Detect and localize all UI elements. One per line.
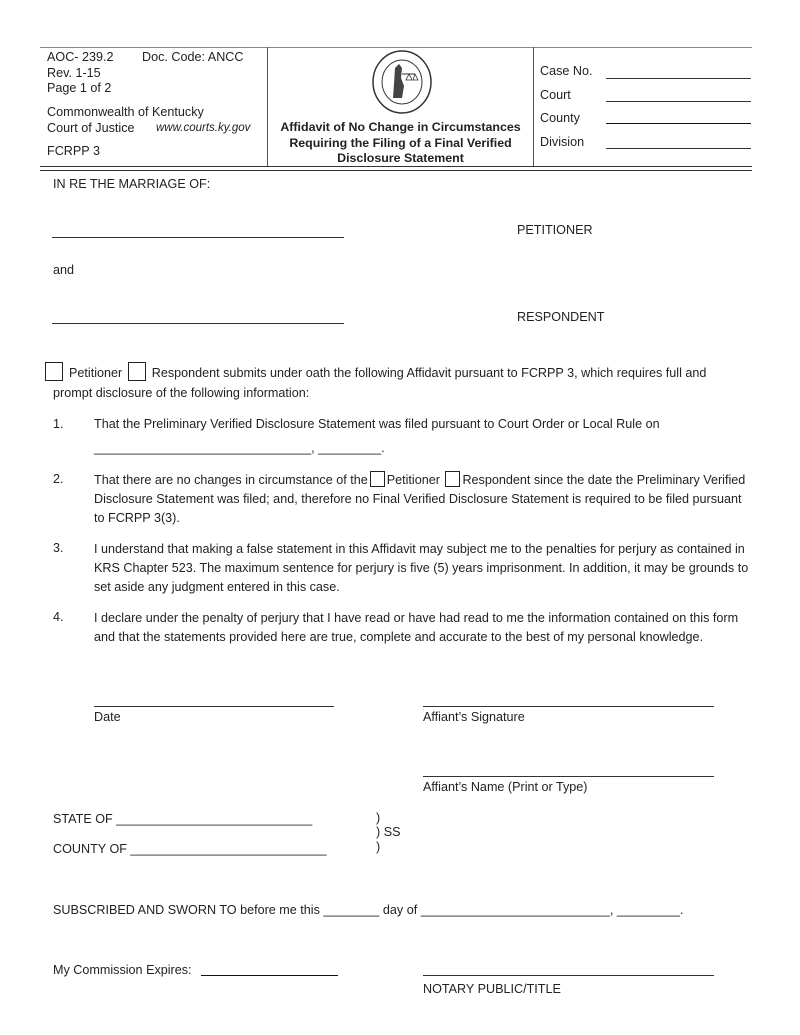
county-of-field[interactable]: COUNTY OF ____________________________ [53, 842, 327, 856]
case-no-field[interactable] [606, 78, 751, 79]
form-title: Requiring the Filing of a Final Verified [289, 136, 512, 150]
county-field[interactable] [606, 123, 751, 124]
county-label: County [540, 111, 580, 125]
court-of-justice: Court of Justice [47, 121, 135, 135]
ss-label: ) SS [376, 825, 401, 839]
paren: ) [376, 840, 381, 854]
date-label: Date [94, 710, 121, 724]
item-3-text: I understand that making a false statement in this Affidavit may subject me to the penalties for perjury as contained in KRS Chapter 523. The maximum sentence for perjury is five (5) years imprisonment. In addition, it may be grounds to set aside any judgment entered in this case. [94, 542, 749, 594]
rule-reference: FCRPP 3 [47, 144, 100, 158]
website-link[interactable]: www.courts.ky.gov [156, 122, 251, 134]
case-no-label: Case No. [540, 64, 593, 78]
doc-code: Doc. Code: ANCC [142, 50, 244, 64]
form-title: Disclosure Statement [337, 151, 464, 165]
item-2-petitioner-checkbox[interactable] [370, 471, 385, 487]
commission-expires-field[interactable] [201, 975, 338, 976]
page-number: Page 1 of 2 [47, 81, 112, 95]
item-1-date-field[interactable]: _______________________________, _________. [94, 441, 385, 455]
affiant-name-field[interactable] [423, 776, 714, 777]
notary-signature-field[interactable] [423, 975, 714, 976]
item-number: 4. [53, 610, 64, 624]
and-label: and [53, 263, 75, 277]
subscribed-sworn-line[interactable]: SUBSCRIBED AND SWORN TO before me this ________ day of ___________________________, _________. [53, 903, 684, 917]
petitioner-name-field[interactable] [52, 237, 344, 238]
court-seal-icon [371, 50, 433, 114]
date-field[interactable] [94, 706, 334, 707]
respondent-label: RESPONDENT [517, 310, 605, 324]
division-field[interactable] [606, 148, 751, 149]
header-rule [40, 166, 752, 167]
affiant-signature-field[interactable] [423, 706, 714, 707]
court-field[interactable] [606, 101, 751, 102]
intro-text: submits under oath the following Affidavit pursuant to FCRPP 3, which requires full and [219, 366, 707, 380]
respondent-option: Respondent [151, 366, 220, 380]
affiant-signature-label: Affiant’s Signature [423, 710, 525, 724]
notary-title-label: NOTARY PUBLIC/TITLE [423, 982, 561, 996]
in-re-label: IN RE THE MARRIAGE OF: [53, 177, 211, 191]
header-rule [40, 170, 752, 171]
division-label: Division [540, 135, 585, 149]
item-number: 1. [53, 417, 64, 431]
revision: Rev. 1-15 [47, 66, 101, 80]
item-2-text: That there are no changes in circumstance of the Petitioner Respondent since the date the Preliminary Verified Disclosure Statement was filed; and, therefore no Final Verified Disclosure Statement is required to be filed pursuant to FCRPP 3(3). [94, 473, 746, 525]
respondent-checkbox[interactable] [128, 362, 146, 381]
petitioner-label: PETITIONER [517, 223, 593, 237]
item-2-respondent-checkbox[interactable] [445, 471, 460, 487]
header-top-rule [40, 47, 752, 48]
item-1-text: That the Preliminary Verified Disclosure Statement was filed pursuant to Court Order or Local Rule on [94, 417, 660, 431]
intro-text: prompt disclosure of the following information: [53, 386, 310, 400]
intro-line [45, 362, 706, 381]
item-4-text: I declare under the penalty of perjury that I have read or have had read to me the information contained on this form and that the statements provided here are true, complete and accurate to the best of my personal knowledge. [94, 611, 739, 644]
petitioner-option: Petitioner [69, 366, 123, 380]
respondent-name-field[interactable] [52, 323, 344, 324]
affiant-name-label: Affiant’s Name (Print or Type) [423, 780, 588, 794]
court-label: Court [540, 88, 571, 102]
item-number: 2. [53, 472, 64, 486]
paren: ) [376, 811, 381, 825]
commonwealth: Commonwealth of Kentucky [47, 105, 204, 119]
petitioner-checkbox[interactable] [45, 362, 63, 381]
item-number: 3. [53, 541, 64, 555]
state-of-field[interactable]: STATE OF ____________________________ [53, 812, 313, 826]
aoc-number: AOC- 239.2 [47, 50, 114, 64]
commission-label: My Commission Expires: [53, 963, 192, 977]
form-title: Affidavit of No Change in Circumstances [280, 120, 521, 134]
divider [533, 47, 534, 166]
